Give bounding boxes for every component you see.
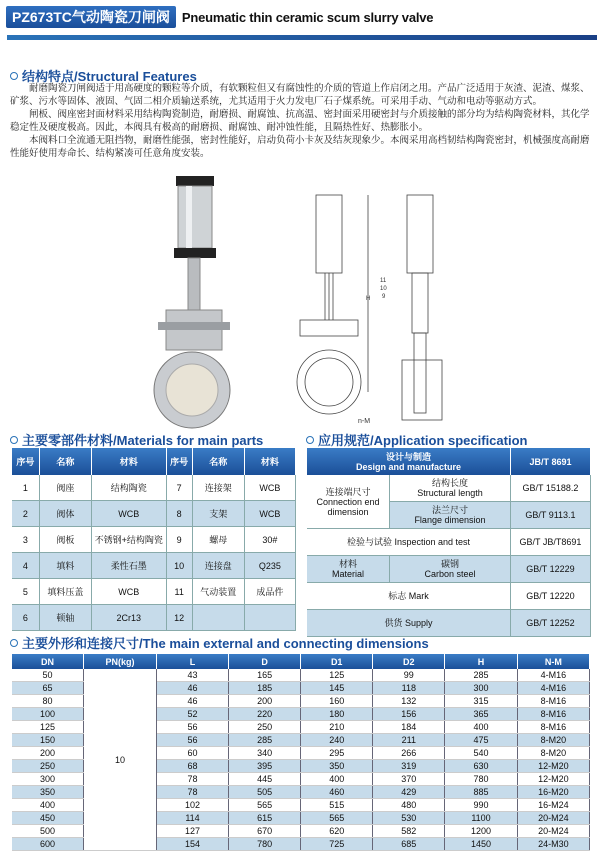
supply-std: GB/T 12252	[510, 610, 590, 637]
col-header: H	[445, 654, 517, 669]
cell: 400	[445, 721, 517, 734]
cell: 60	[156, 747, 228, 760]
cell: 78	[156, 773, 228, 786]
cell: 475	[445, 734, 517, 747]
bullet-icon	[10, 436, 18, 444]
cell: WCB	[244, 501, 295, 527]
cell: 不锈钢+结构陶瓷	[91, 527, 166, 553]
col-header: D1	[301, 654, 373, 669]
table-row	[12, 527, 296, 553]
cell: 8	[166, 501, 192, 527]
cell: 600	[12, 838, 84, 851]
cell: 46	[156, 682, 228, 695]
cell: 结构陶瓷	[91, 475, 166, 501]
cell: 125	[12, 721, 84, 734]
cell: 615	[229, 812, 301, 825]
cell: 515	[301, 799, 373, 812]
cell: 阀体	[39, 501, 91, 527]
table-row	[307, 529, 591, 556]
cell: 11	[166, 579, 192, 605]
cell: 102	[156, 799, 228, 812]
cell: 50	[12, 669, 84, 682]
cell: 6	[12, 605, 39, 631]
design-en: Design and manufacture	[355, 461, 461, 472]
dimensions-table	[12, 654, 590, 851]
pn-cell: 10	[84, 669, 157, 851]
cell	[192, 605, 244, 631]
table-row	[12, 579, 296, 605]
cell: 2	[12, 501, 39, 527]
col-header: 序号	[12, 448, 39, 475]
cell: 20-M24	[517, 825, 589, 838]
cell: 500	[12, 825, 84, 838]
col-header: L	[156, 654, 228, 669]
design-header	[307, 448, 510, 475]
cell: 114	[156, 812, 228, 825]
cell: 400	[12, 799, 84, 812]
application-table	[307, 448, 591, 637]
cell: 725	[301, 838, 373, 851]
cell: 315	[445, 695, 517, 708]
title-row	[6, 6, 433, 28]
cell: 阀座	[39, 475, 91, 501]
cell: 填料压盖	[39, 579, 91, 605]
product-english-title: Pneumatic thin ceramic scum slurry valve	[181, 9, 434, 25]
cell: 460	[301, 786, 373, 799]
valve-illustrations	[0, 170, 600, 425]
cs-cn: 碳钢	[440, 559, 459, 569]
cell: 365	[445, 708, 517, 721]
cell: 295	[301, 747, 373, 760]
inspection-std: GB/T JB/T8691	[510, 529, 590, 556]
cell: 气动装置	[192, 579, 244, 605]
col-header: 材料	[244, 448, 295, 475]
svg-text:10: 10	[380, 286, 387, 292]
cell: 319	[373, 760, 445, 773]
side-view-drawing	[380, 195, 442, 420]
cell: 300	[12, 773, 84, 786]
table-row	[12, 475, 296, 501]
cell: 132	[373, 695, 445, 708]
cell: 505	[229, 786, 301, 799]
cell: 565	[229, 799, 301, 812]
cell: WCB	[244, 475, 295, 501]
dimensions-heading-text: 主要外形和连接尺寸/The main external and connecting dimensions	[22, 636, 429, 651]
col-header: D	[229, 654, 301, 669]
features-heading-text: 结构特点/Structural Features	[22, 69, 197, 84]
cell: 445	[229, 773, 301, 786]
features-paragraph: 本阀料口全流通无阻挡物，耐磨性能强，密封性能好，启动负荷小卡灰及结灰现象少。本阀采用高档韧结构陶瓷密封，机械强度高耐磨性能好使用寿命长、结构紧凑可任意角度安装。	[10, 135, 590, 159]
cell: 16-M20	[517, 786, 589, 799]
cell: 565	[301, 812, 373, 825]
cs-en: Carbon steel	[424, 569, 476, 579]
cell: 480	[373, 799, 445, 812]
table-row	[12, 605, 296, 631]
bullet-icon	[10, 72, 18, 80]
cell: 7	[166, 475, 192, 501]
cell: 4-M16	[517, 682, 589, 695]
cell: 780	[229, 838, 301, 851]
application-heading-text: 应用规范/Application specification	[318, 433, 528, 448]
cell: 80	[12, 695, 84, 708]
table-row	[12, 501, 296, 527]
dim-h-label: H	[366, 296, 371, 302]
mat-en: Material	[331, 569, 364, 579]
table-header	[12, 654, 590, 669]
cell: 43	[156, 669, 228, 682]
bullet-icon	[306, 436, 314, 444]
col-header: PN(kg)	[84, 654, 157, 669]
cell: 145	[301, 682, 373, 695]
cell: 1200	[445, 825, 517, 838]
cell: 156	[373, 708, 445, 721]
materials-heading-text: 主要零部件材料/Materials for main parts	[22, 433, 264, 448]
supply-cell: 供货 Supply	[307, 610, 510, 637]
cell: 184	[373, 721, 445, 734]
cell: 成品件	[244, 579, 295, 605]
cell: 12-M20	[517, 773, 589, 786]
cell: 395	[229, 760, 301, 773]
cell: 8-M16	[517, 708, 589, 721]
cell: 180	[301, 708, 373, 721]
table-header	[307, 448, 591, 475]
col-header: D2	[373, 654, 445, 669]
cell: 连接架	[192, 475, 244, 501]
cell: 300	[445, 682, 517, 695]
cell: 68	[156, 760, 228, 773]
cell: 685	[373, 838, 445, 851]
cell: 200	[12, 747, 84, 760]
cell: 211	[373, 734, 445, 747]
flange-cn: 法兰尺寸	[431, 505, 468, 515]
flange-std: GB/T 9113.1	[510, 502, 590, 529]
cell: 118	[373, 682, 445, 695]
cell: 125	[301, 669, 373, 682]
col-header: DN	[12, 654, 84, 669]
cell: 780	[445, 773, 517, 786]
features-text	[10, 82, 595, 160]
cell: 1450	[445, 838, 517, 851]
cell: 160	[301, 695, 373, 708]
features-paragraph: 闸板、阀座密封面材料采用结构陶瓷制造，耐磨损、耐腐蚀、抗高温、密封面采用硬密封与介质接触的部分均为结构陶瓷材料，其化学稳定性及硬度极高。因此，本阀具有极高的耐磨损、耐腐蚀、耐冲蚀性能，且隔热性好、热膨胀小。	[10, 109, 590, 133]
inspection-cell: 检验与试验 Inspection and test	[307, 529, 510, 556]
carbon-steel-cell	[390, 556, 511, 583]
cell: 顿轴	[39, 605, 91, 631]
title-divider	[7, 35, 597, 40]
cell: 630	[445, 760, 517, 773]
cell: 螺母	[192, 527, 244, 553]
cell: Q235	[244, 553, 295, 579]
table-row	[307, 583, 591, 610]
bullet-icon	[10, 639, 18, 647]
cell: 4	[12, 553, 39, 579]
valve-photo	[154, 176, 230, 428]
cell: 52	[156, 708, 228, 721]
cell: 285	[229, 734, 301, 747]
cell: 530	[373, 812, 445, 825]
cell: 450	[12, 812, 84, 825]
cell: 8-M20	[517, 734, 589, 747]
cell: WCB	[91, 579, 166, 605]
cell: 154	[156, 838, 228, 851]
cell: 670	[229, 825, 301, 838]
col-header: 序号	[166, 448, 192, 475]
cell: 370	[373, 773, 445, 786]
dim-nm-label: n-M	[358, 418, 371, 425]
dimensions-heading	[10, 633, 429, 652]
conn-cn: 连接端尺寸	[325, 486, 371, 497]
cell: 240	[301, 734, 373, 747]
mat-cn: 材料	[338, 559, 357, 569]
cell: 99	[373, 669, 445, 682]
cell: 540	[445, 747, 517, 760]
flange-en: Flange dimension	[414, 515, 486, 525]
design-std: JB/T 8691	[510, 448, 590, 475]
col-header: N-M	[517, 654, 589, 669]
cell: 柔性石墨	[91, 553, 166, 579]
cell: 200	[229, 695, 301, 708]
front-view-drawing	[297, 195, 370, 425]
cell: 30#	[244, 527, 295, 553]
cell: 620	[301, 825, 373, 838]
col-header: 材料	[91, 448, 166, 475]
struct-cell	[390, 475, 511, 502]
cell: 46	[156, 695, 228, 708]
col-header: 名称	[192, 448, 244, 475]
connection-cell	[307, 475, 390, 529]
design-cn: 设计与制造	[385, 451, 431, 462]
cell: 支架	[192, 501, 244, 527]
cell: WCB	[91, 501, 166, 527]
cell: 400	[301, 773, 373, 786]
cell: 885	[445, 786, 517, 799]
cell: 150	[12, 734, 84, 747]
mark-std: GB/T 12220	[510, 583, 590, 610]
cell: 16-M24	[517, 799, 589, 812]
cell: 350	[12, 786, 84, 799]
table-row	[307, 556, 591, 583]
cell: 阀板	[39, 527, 91, 553]
cell: 78	[156, 786, 228, 799]
cell: 12	[166, 605, 192, 631]
svg-text:11: 11	[380, 278, 387, 284]
cell: 2Cr13	[91, 605, 166, 631]
cell: 10	[166, 553, 192, 579]
struct-cn: 结构长度	[431, 478, 468, 488]
cell: 990	[445, 799, 517, 812]
table-row	[12, 669, 590, 682]
cell: 100	[12, 708, 84, 721]
cell: 266	[373, 747, 445, 760]
cell: 429	[373, 786, 445, 799]
cell: 340	[229, 747, 301, 760]
cell	[244, 605, 295, 631]
cell: 24-M30	[517, 838, 589, 851]
mark-cell: 标志 Mark	[307, 583, 510, 610]
cell: 填料	[39, 553, 91, 579]
struct-std: GB/T 15188.2	[510, 475, 590, 502]
cell: 56	[156, 734, 228, 747]
cell: 5	[12, 579, 39, 605]
cell: 165	[229, 669, 301, 682]
svg-text:9: 9	[382, 294, 386, 300]
flange-cell	[390, 502, 511, 529]
cell: 20-M24	[517, 812, 589, 825]
cell: 185	[229, 682, 301, 695]
features-paragraph: 耐磨陶瓷刀闸阀适于用高硬度的颗粒等介质，有软颗粒但又有腐蚀性的介质的管道上作启闭之用。产品广泛适用于灰渣、泥渣、煤浆、矿浆、污水等固体、液固、气固二相介质输送系统，尤其适用于火力发电厂石子煤系统。可采用手动、气动和电动等驱动方式。	[10, 83, 590, 107]
struct-en: Structural length	[417, 488, 483, 498]
cell: 210	[301, 721, 373, 734]
cell: 8-M16	[517, 721, 589, 734]
cell: 582	[373, 825, 445, 838]
table-header	[12, 448, 296, 475]
cell: 12-M20	[517, 760, 589, 773]
cell: 220	[229, 708, 301, 721]
cell: 1100	[445, 812, 517, 825]
col-header: 名称	[39, 448, 91, 475]
cell: 1	[12, 475, 39, 501]
application-heading	[306, 430, 527, 449]
cell: 3	[12, 527, 39, 553]
cell: 127	[156, 825, 228, 838]
material-std: GB/T 12229	[510, 556, 590, 583]
cell: 8-M20	[517, 747, 589, 760]
cell: 65	[12, 682, 84, 695]
cell: 56	[156, 721, 228, 734]
cell: 285	[445, 669, 517, 682]
conn-en: Connection end dimension	[316, 496, 380, 517]
cell: 250	[12, 760, 84, 773]
material-cell	[307, 556, 390, 583]
cell: 4-M16	[517, 669, 589, 682]
materials-table	[12, 448, 296, 631]
materials-heading	[10, 430, 263, 449]
cell: 9	[166, 527, 192, 553]
table-row	[307, 475, 591, 502]
product-model-title: PZ673TC气动陶瓷刀闸阀	[6, 6, 176, 28]
cell: 250	[229, 721, 301, 734]
table-row	[12, 553, 296, 579]
cell: 350	[301, 760, 373, 773]
cell: 连接盘	[192, 553, 244, 579]
cell: 8-M16	[517, 695, 589, 708]
